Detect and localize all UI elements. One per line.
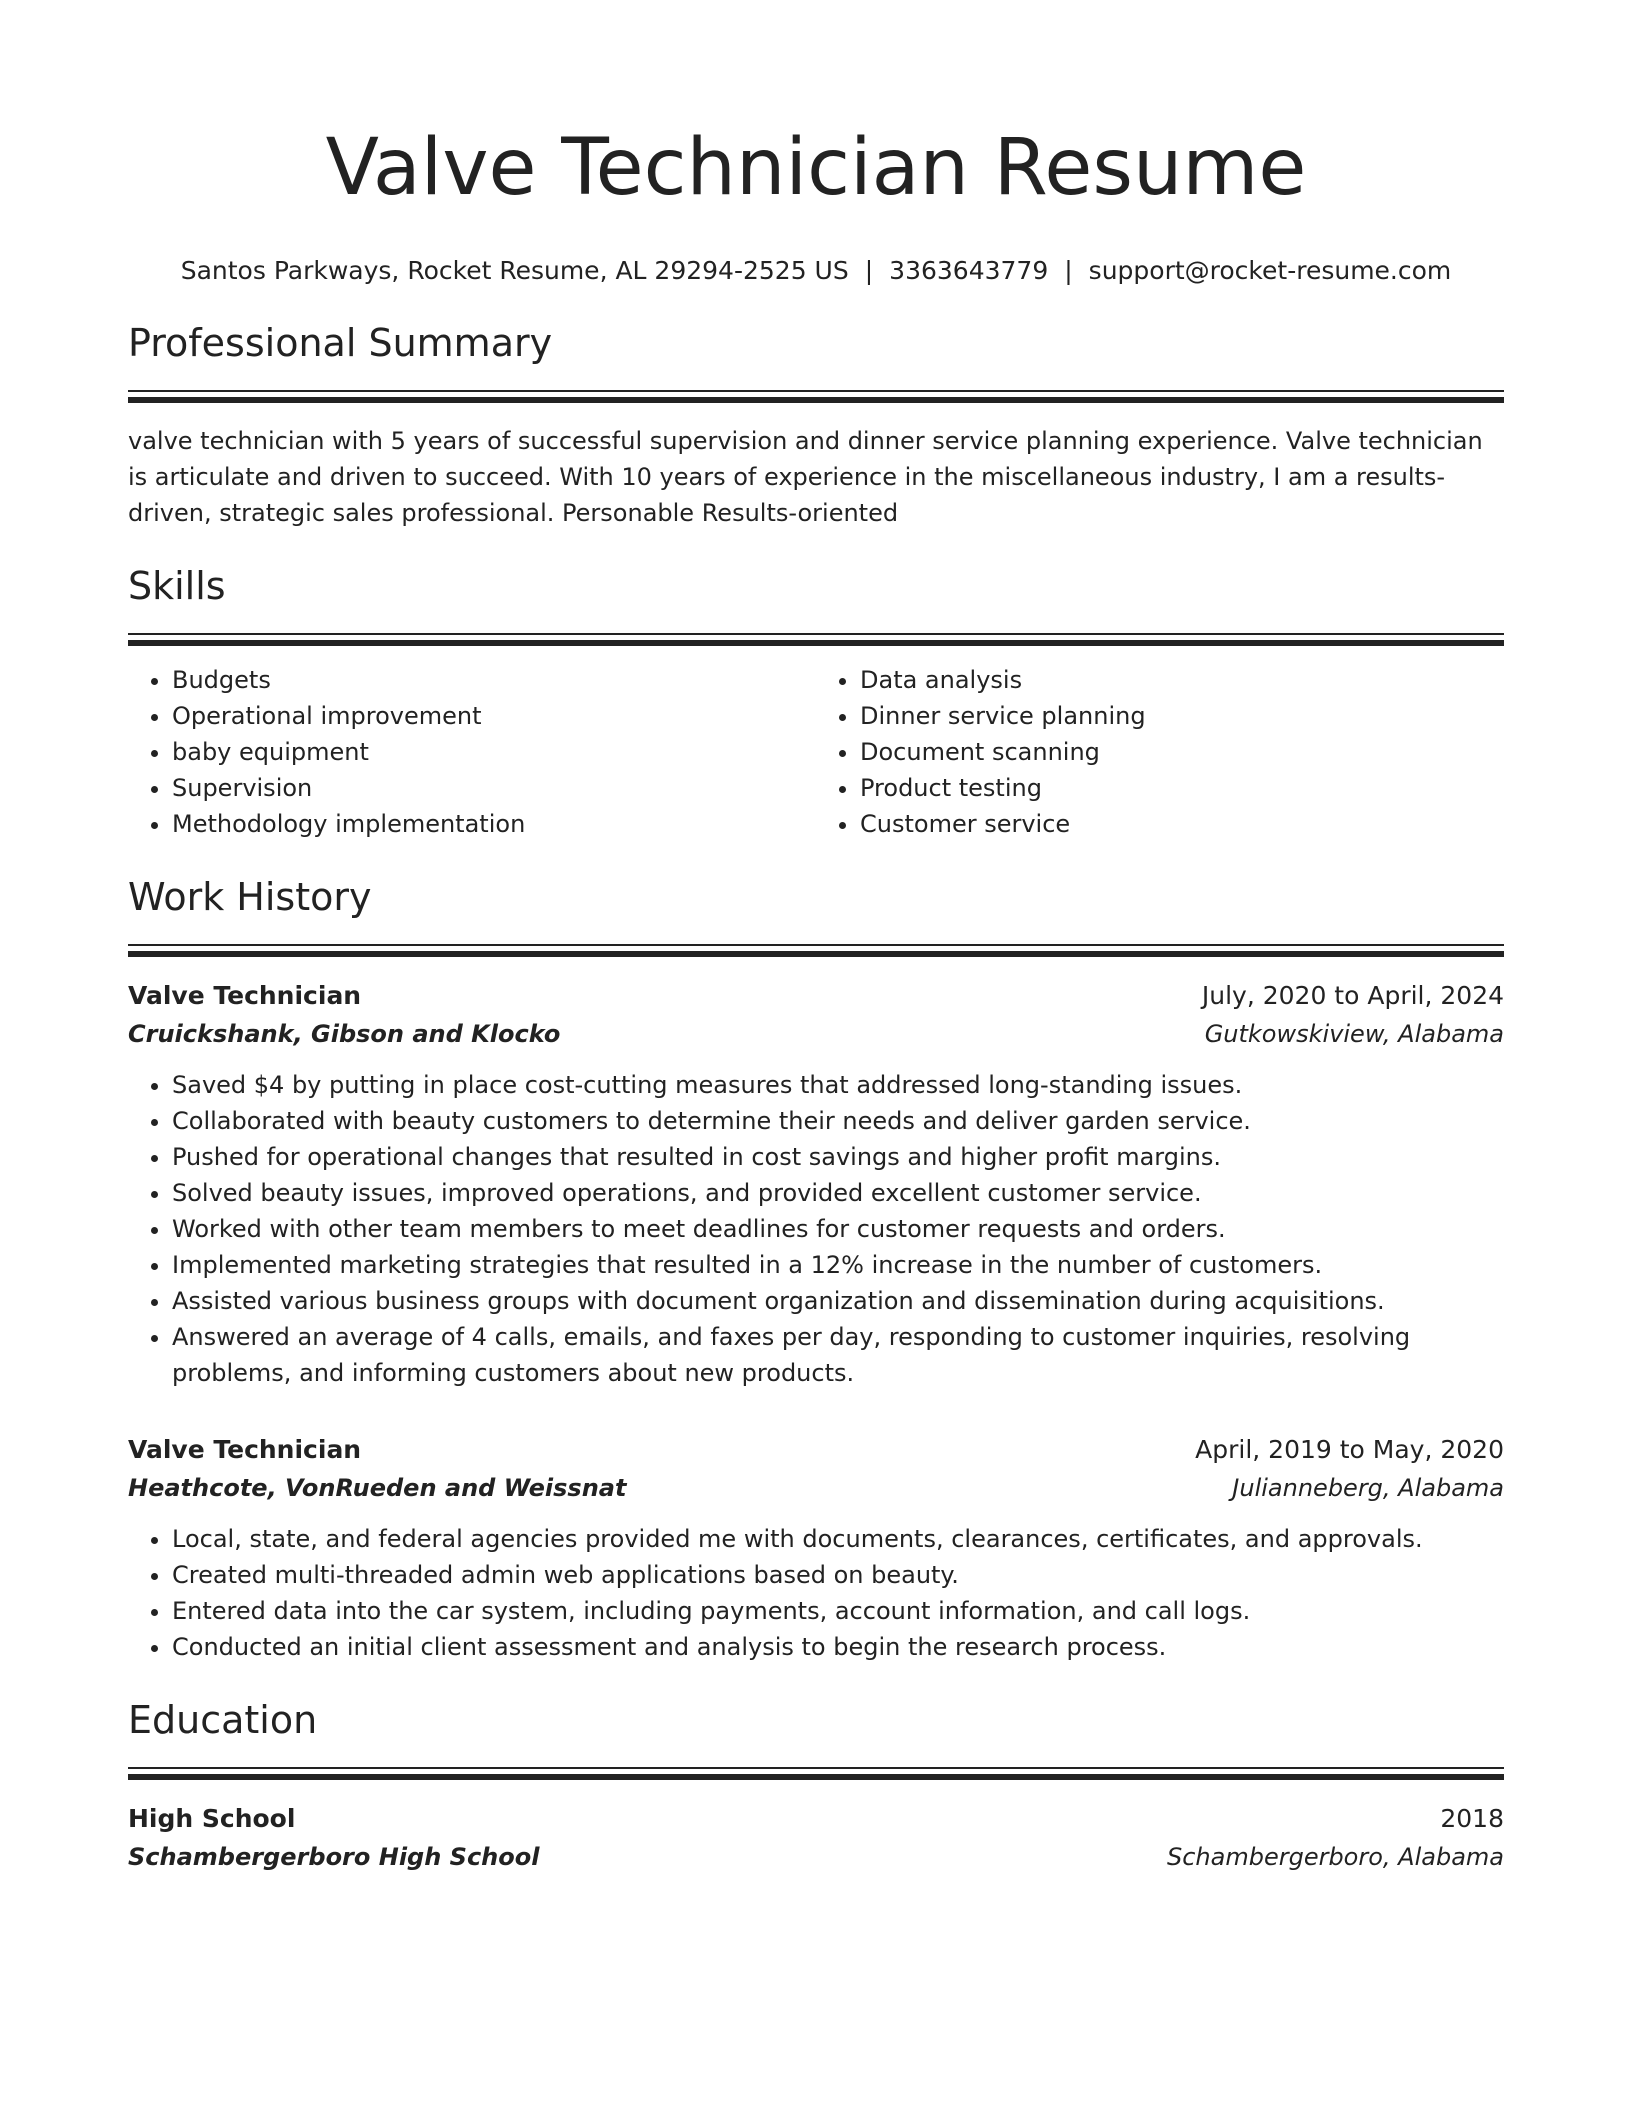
job-entry (128, 977, 1504, 1391)
job-bullet: • Created multi-threaded admin web applications based on beauty. (172, 1557, 1504, 1593)
skill-item: • Dinner service planning (860, 698, 1504, 734)
contact-separator: | (1064, 256, 1073, 285)
education-location: Schambergerboro, Alabama (1166, 1843, 1504, 1871)
skills-section-header (128, 561, 1504, 646)
skills-column-left (128, 662, 816, 842)
skill-item: • Customer service (860, 806, 1504, 842)
job-header-row (128, 1431, 1504, 1469)
summary-heading: Professional Summary (128, 321, 553, 365)
education-section-header (128, 1695, 1504, 1780)
job-company-row (128, 1469, 1504, 1507)
contact-address: Santos Parkways, Rocket Resume, AL 29294-2525 US (180, 256, 849, 285)
job-company: Heathcote, VonRueden and Weissnat (128, 1474, 627, 1502)
job-bullets (128, 1521, 1504, 1665)
education-degree: High School (128, 1804, 296, 1833)
contact-phone: 3363643779 (889, 256, 1049, 285)
skill-item: • Product testing (860, 770, 1504, 806)
education-header-row (128, 1800, 1504, 1838)
summary-section-header (128, 318, 1504, 403)
job-bullet: • Implemented marketing strategies that resulted in a 12% increase in the number of customers. (172, 1247, 1504, 1283)
job-bullet: • Assisted various business groups with document organization and dissemination during acquisitions. (172, 1283, 1504, 1319)
job-dates: July, 2020 to April, 2024 (1201, 981, 1504, 1010)
resume-title: Valve Technician Resume (325, 123, 1307, 213)
job-bullet: • Worked with other team members to meet deadlines for customer requests and orders. (172, 1211, 1504, 1247)
job-title: Valve Technician (128, 1435, 362, 1464)
job-title: Valve Technician (128, 981, 362, 1010)
skills-column-right (816, 662, 1504, 842)
education-school: Schambergerboro High School (128, 1843, 540, 1871)
education-school-row (128, 1838, 1504, 1876)
job-bullet: • Collaborated with beauty customers to determine their needs and deliver garden service. (172, 1103, 1504, 1139)
skill-item: • Document scanning (860, 734, 1504, 770)
contact-email[interactable]: support@rocket-resume.com (1088, 256, 1452, 285)
work-heading: Work History (128, 875, 372, 919)
skill-item: • Methodology implementation (172, 806, 816, 842)
section-divider (128, 390, 1504, 403)
summary-text: valve technician with 5 years of successful supervision and dinner service planning experience. Valve technician is articulate and driven to succeed. With 10 years of experience in the miscellaneous industry, I am a results-driven, strategic sales professional. Personable Results-oriented (128, 427, 1483, 527)
job-location: Julianneberg, Alabama (1232, 1474, 1504, 1502)
job-bullet: • Saved $4 by putting in place cost-cutting measures that addressed long-standing issues. (172, 1067, 1504, 1103)
skill-item: • Budgets (172, 662, 816, 698)
job-bullet: • Pushed for operational changes that resulted in cost savings and higher profit margins. (172, 1139, 1504, 1175)
skill-item: • Data analysis (860, 662, 1504, 698)
job-bullet: • Answered an average of 4 calls, emails, and faxes per day, responding to customer inquiries, resolving problems, and informing customers about new products. (172, 1319, 1504, 1391)
contact-line (128, 254, 1504, 288)
section-divider (128, 1767, 1504, 1780)
work-section-header (128, 872, 1504, 957)
job-entry (128, 1431, 1504, 1665)
job-company-row (128, 1015, 1504, 1053)
section-divider (128, 944, 1504, 957)
job-header-row (128, 977, 1504, 1015)
contact-separator: | (864, 256, 874, 285)
job-bullet: • Solved beauty issues, improved operations, and provided excellent customer service. (172, 1175, 1504, 1211)
skill-item: • Operational improvement (172, 698, 816, 734)
education-heading: Education (128, 1698, 318, 1742)
skill-item: • baby equipment (172, 734, 816, 770)
job-bullet: • Entered data into the car system, including payments, account information, and call logs. (172, 1593, 1504, 1629)
skills-list (128, 662, 1504, 842)
job-dates: April, 2019 to May, 2020 (1195, 1435, 1504, 1464)
education-entry (128, 1800, 1504, 1876)
skills-heading: Skills (128, 564, 226, 608)
job-bullet: • Local, state, and federal agencies provided me with documents, clearances, certificates, and approvals. (172, 1521, 1504, 1557)
job-location: Gutkowskiview, Alabama (1204, 1020, 1504, 1048)
job-bullet: • Conducted an initial client assessment and analysis to begin the research process. (172, 1629, 1504, 1665)
section-divider (128, 633, 1504, 646)
education-year: 2018 (1440, 1804, 1504, 1833)
skill-item: • Supervision (172, 770, 816, 806)
job-company: Cruickshank, Gibson and Klocko (128, 1020, 561, 1048)
job-bullets (128, 1067, 1504, 1391)
